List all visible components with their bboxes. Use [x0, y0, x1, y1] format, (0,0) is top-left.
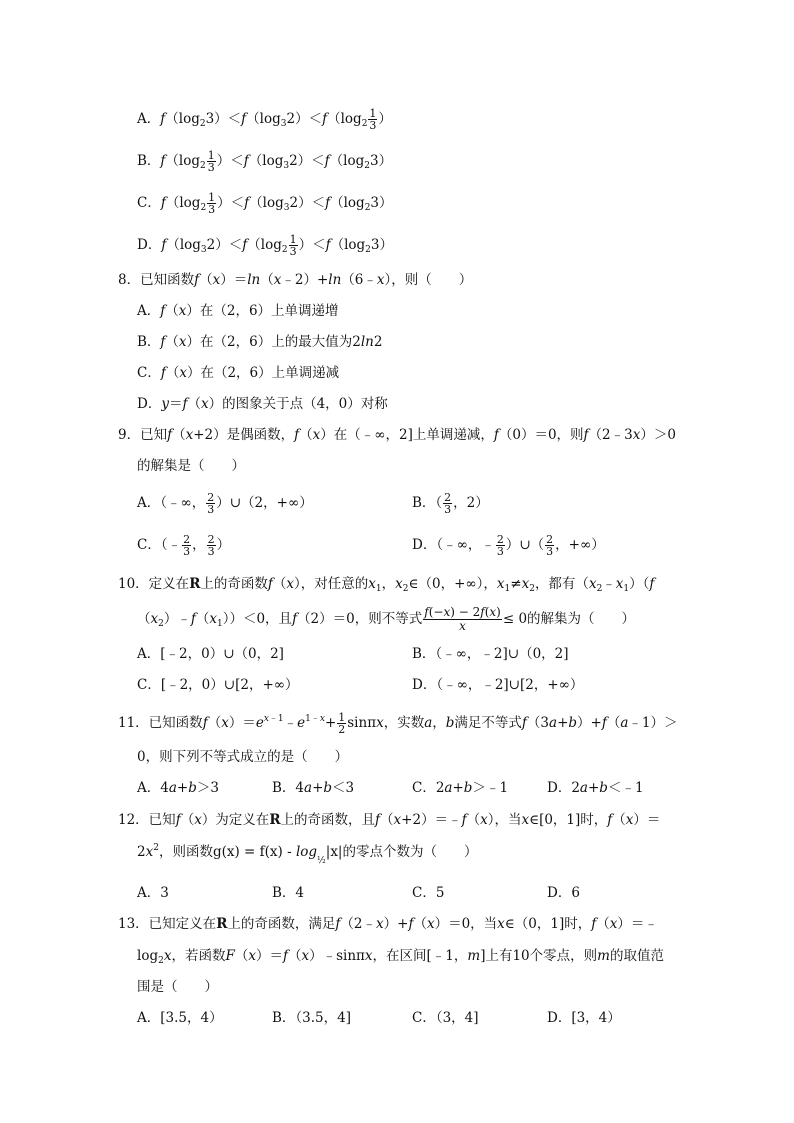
q13-option-c: C．（3，4] — [412, 1010, 479, 1026]
q10-stem-line1: 10．定义在R上的奇函数f（x），对任意的$x_1$，$x_2\in(0$，+∞），$x_1\ne x_2$，都有$(x_2﹣x_1)(f$ — [118, 576, 655, 594]
q12-option-a: A．3 — [137, 885, 169, 901]
q10-option-d: D．（﹣∞，﹣2]∪[2，+∞） — [412, 677, 584, 693]
q13-stem-line2: $\log_2x$，若函数F（x）＝f（x）﹣sinπx，在区间[﹣1，m]上有10个零点，则m的取值范 — [137, 948, 664, 966]
q7-option-a: A．$f(\log_23)<f(\log_32)<f(\log_2$ $\frac{1}{3}$ ） — [137, 107, 392, 132]
q10-stem-line2: $(x_2)﹣f(x_1))<0$，且f（2）＝0，则不等式 $\frac{f(-x) - 2f(x)}{x}$ ≤ 0的解集为（ ） — [137, 605, 636, 633]
q9-stem-line1: 9．已知f（x+2）是偶函数，f（x）在（﹣∞，2]上单调递减，f（0）＝0，则f（2﹣3x）＞0 — [118, 427, 676, 443]
q13-stem-line1: 13．已知定义在R上的奇函数，满足f（2﹣x）+f（x）＝0，当x∈（0，1]时，f（x）＝﹣ — [118, 916, 658, 932]
q12-option-c: C．5 — [412, 885, 445, 901]
q11-stem-line2: 0，则下列不等式成立的是（ ） — [137, 749, 349, 765]
q13-option-a: A．[3.5，4） — [137, 1010, 223, 1026]
q12-stem-line2: $2x^2$，则函数$g(x) = f(x) - \log_{\frac{1}{2}}|x|$的零点个数为（ ） — [137, 843, 478, 866]
q11-option-c: C．2a+b＞﹣1 — [412, 780, 509, 796]
q9-option-a: A．（﹣∞， $\frac{2}{3}$ ）∪（2，+∞） — [137, 491, 313, 516]
q8-stem: 8．已知函数f（x）＝ln（x﹣2）+ln（6﹣x），则（ ） — [118, 272, 473, 288]
q12-option-d: D．6 — [547, 885, 580, 901]
q12-stem-line1: 12．已知f（x）为定义在R上的奇函数，且f（x+2）＝﹣f（x），当x∈[0，1]时，f（x）＝ — [118, 812, 661, 828]
q9-option-c: C．（﹣ $\frac{2}{3}$ ， $\frac{2}{3}$ ） — [137, 533, 231, 558]
q8-option-d: D．y＝f（x）的图象关于点（4，0）对称 — [137, 396, 388, 412]
q10-option-b: B．（﹣∞，﹣2]∪（0，2] — [412, 646, 569, 662]
q7-option-b: B．$f(\log_2$ $\frac{1}{3}$ ）$<f(\log_32)<f(\log_23)$ — [137, 149, 393, 174]
q11-option-d: D．2a+b＜﹣1 — [547, 780, 644, 796]
q7-option-c: C．$f(\log_2$ $\frac{1}{3}$ ）$<f(\log_32)<f(\log_23)$ — [137, 191, 393, 216]
q8-option-b: B．f（x）在（2，6）上的最大值为2ln2 — [137, 334, 383, 350]
q11-option-b: B．4a+b＜3 — [272, 780, 355, 796]
q8-option-a: A．f（x）在（2，6）上单调递增 — [137, 303, 339, 319]
q10-option-a: A．[﹣2，0）∪（0，2] — [137, 646, 284, 662]
q7-option-d: D．$f(\log_32)<f(\log_2$ $\frac{1}{3}$ ）$<f(\log_23)$ — [137, 233, 393, 258]
q13-stem-line3: 围是（ ） — [137, 979, 218, 995]
q8-option-c: C．f（x）在（2，6）上单调递减 — [137, 365, 340, 381]
q9-option-b: B．（ $\frac{2}{3}$ ，2） — [412, 491, 489, 516]
q13-option-d: D．[3，4） — [547, 1010, 621, 1026]
q13-option-b: B．（3.5，4] — [272, 1010, 351, 1026]
q9-option-d: D．（﹣∞，﹣ $\frac{2}{3}$ ）∪（ $\frac{2}{3}$ ，+∞） — [412, 533, 605, 558]
q9-stem-line2: 的解集是（ ） — [137, 458, 245, 474]
q11-option-a: A．4a+b＞3 — [137, 780, 219, 796]
q10-option-c: C．[﹣2，0）∪[2，+∞） — [137, 677, 299, 693]
q11-stem-line1: 11．已知函数$f(x)=e^{x﹣1}﹣e^{1﹣x}+$ $\frac{1}{2}$ sinπx，实数a，b满足不等式f（3a+b）+f（a﹣1）＞ — [118, 711, 678, 736]
q12-option-b: B．4 — [272, 885, 305, 901]
